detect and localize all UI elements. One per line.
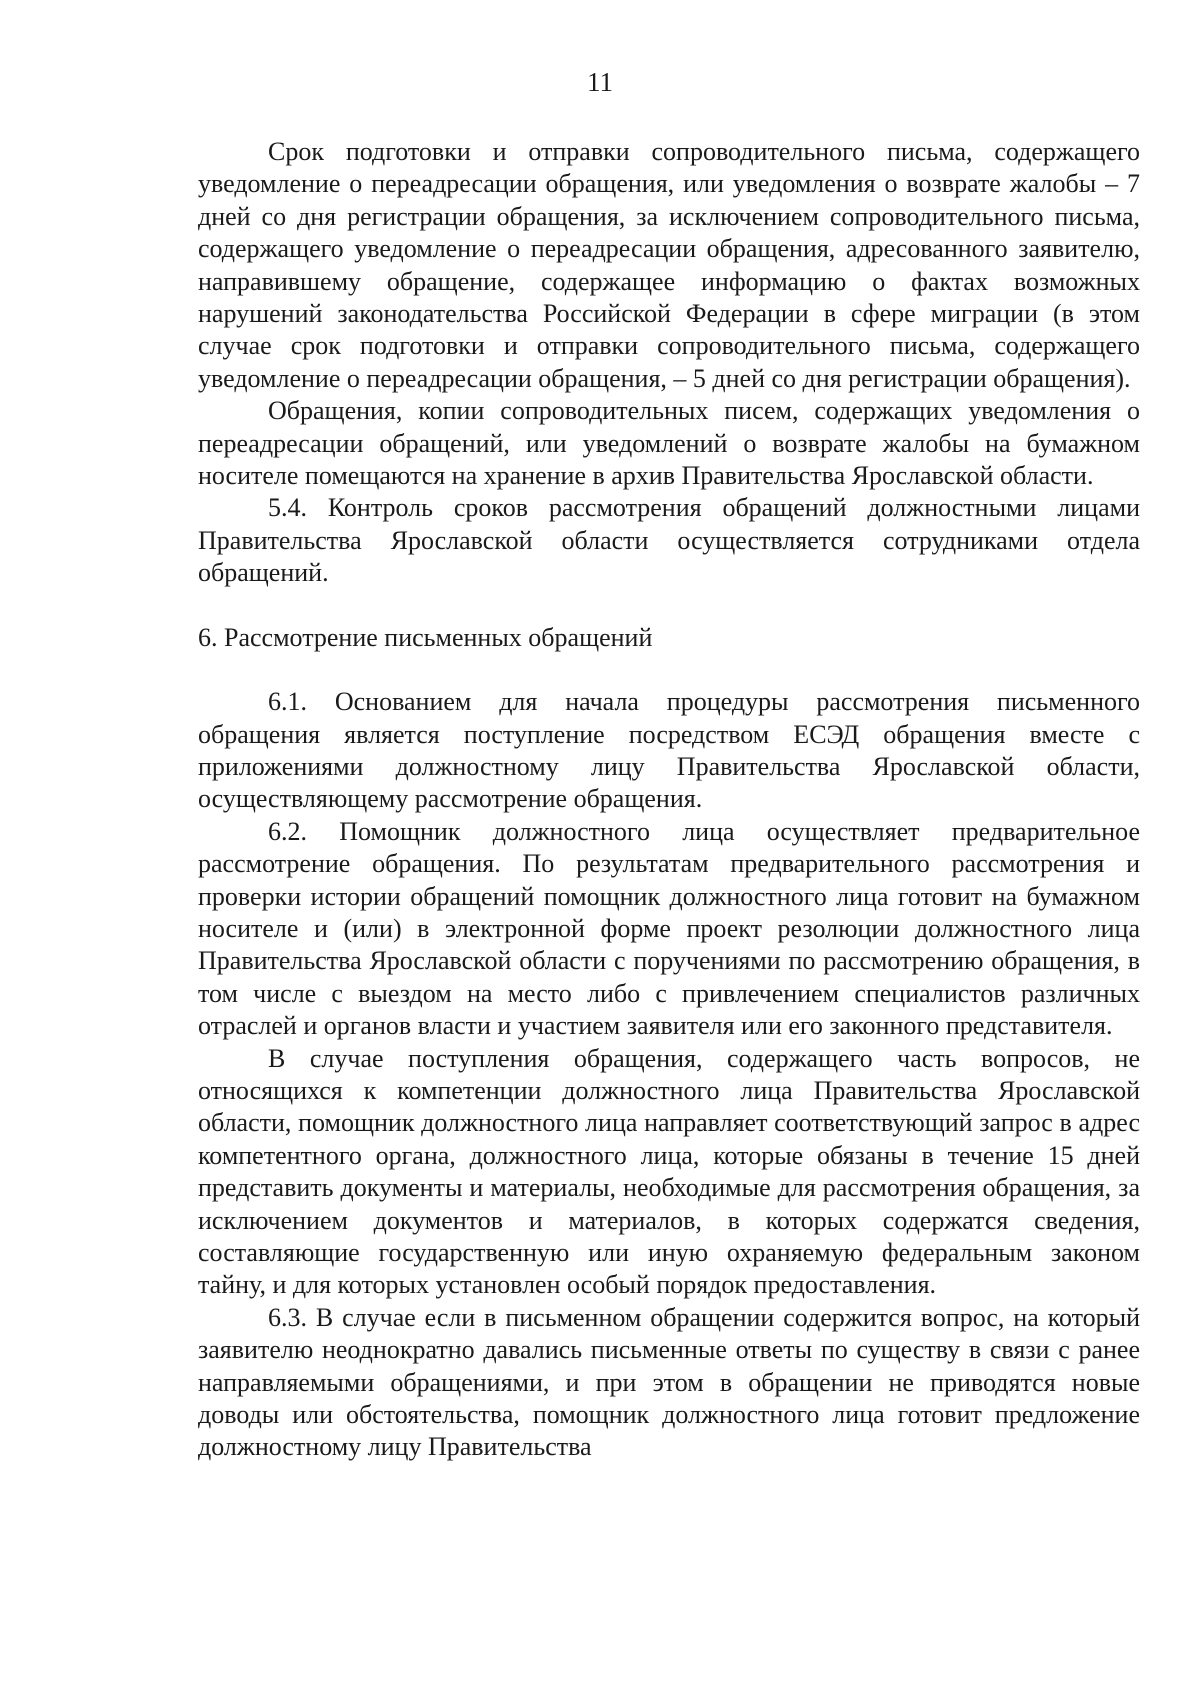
paragraph-partial-competence: В случае поступления обращения, содержащего часть вопросов, не относящихся к компетенции должностного лица Правительства Ярославской области, помощник должностного лица направляет соответствующий запрос в адрес компетентного органа, должностного лица, которые обязаны в течение 15 дней представить документы и материалы, необходимые для рассмотрения обращения, за исключением документов и материалов, в которых содержатся сведения, составляющие государственную или иную охраняемую федеральным законом тайну, и для которых установлен особый порядок предоставления. bbox=[198, 1043, 1140, 1300]
paragraph-6-2: 6.2. Помощник должностного лица осуществляет предварительное рассмотрение обращения. По результатам предварительного рассмотрения и проверки истории обращений помощник должностного лица готовит на бумажном носителе и (или) в электронной форме проект резолюции должностного лица Правительства Ярославской области с поручениями по рассмотрению обращения, в том числе с выездом на место либо с привлечением специалистов различных отраслей и органов власти и участием заявителя или его законного представителя. bbox=[198, 816, 1140, 1041]
section-title: 6. Рассмотрение письменных обращений bbox=[198, 622, 653, 652]
paragraph-5-4-deadline-control: 5.4. Контроль сроков рассмотрения обращений должностными лицами Правительства Ярославской области осуществляется сотрудниками отдела обращений. bbox=[198, 493, 1140, 588]
paragraph-archive-storage: Обращения, копии сопроводительных писем, содержащих уведомления о переадресации обращений, или уведомлений о возврате жалобы на бумажном носителе помещаются на хранение в архив Правительства Ярославской области. bbox=[198, 396, 1140, 491]
paragraph-6-1: 6.1. Основанием для начала процедуры рассмотрения письменного обращения является поступление посредством ЕСЭД обращения вместе с приложениями должностному лицу Правительства Ярославской области, осуществляющему рассмотрение обращения. bbox=[198, 687, 1140, 814]
document-body bbox=[198, 136, 1140, 1464]
paragraph-6-3: 6.3. В случае если в письменном обращении содержится вопрос, на который заявителю неоднократно давались письменные ответы по существу в связи с ранее направляемыми обращениями, и при этом в обращении не приводятся новые доводы или обстоятельства, помощник должностного лица готовит предложение должностному лицу Правительства bbox=[198, 1302, 1140, 1462]
page-number: 11 bbox=[587, 67, 613, 97]
paragraph-notification-deadline: Срок подготовки и отправки сопроводительного письма, содержащего уведомление о переадресации обращения, или уведомления о возврате жалобы – 7 дней со дня регистрации обращения, за исключением сопроводительного письма, содержащего уведомление о переадресации обращения, адресованного заявителю, направившему обращение, содержащее информацию о фактах возможных нарушений законодательства Российской Федерации в сфере миграции (в этом случае срок подготовки и отправки сопроводительного письма, содержащего уведомление о переадресации обращения, – 5 дней со дня регистрации обращения). bbox=[198, 137, 1140, 393]
